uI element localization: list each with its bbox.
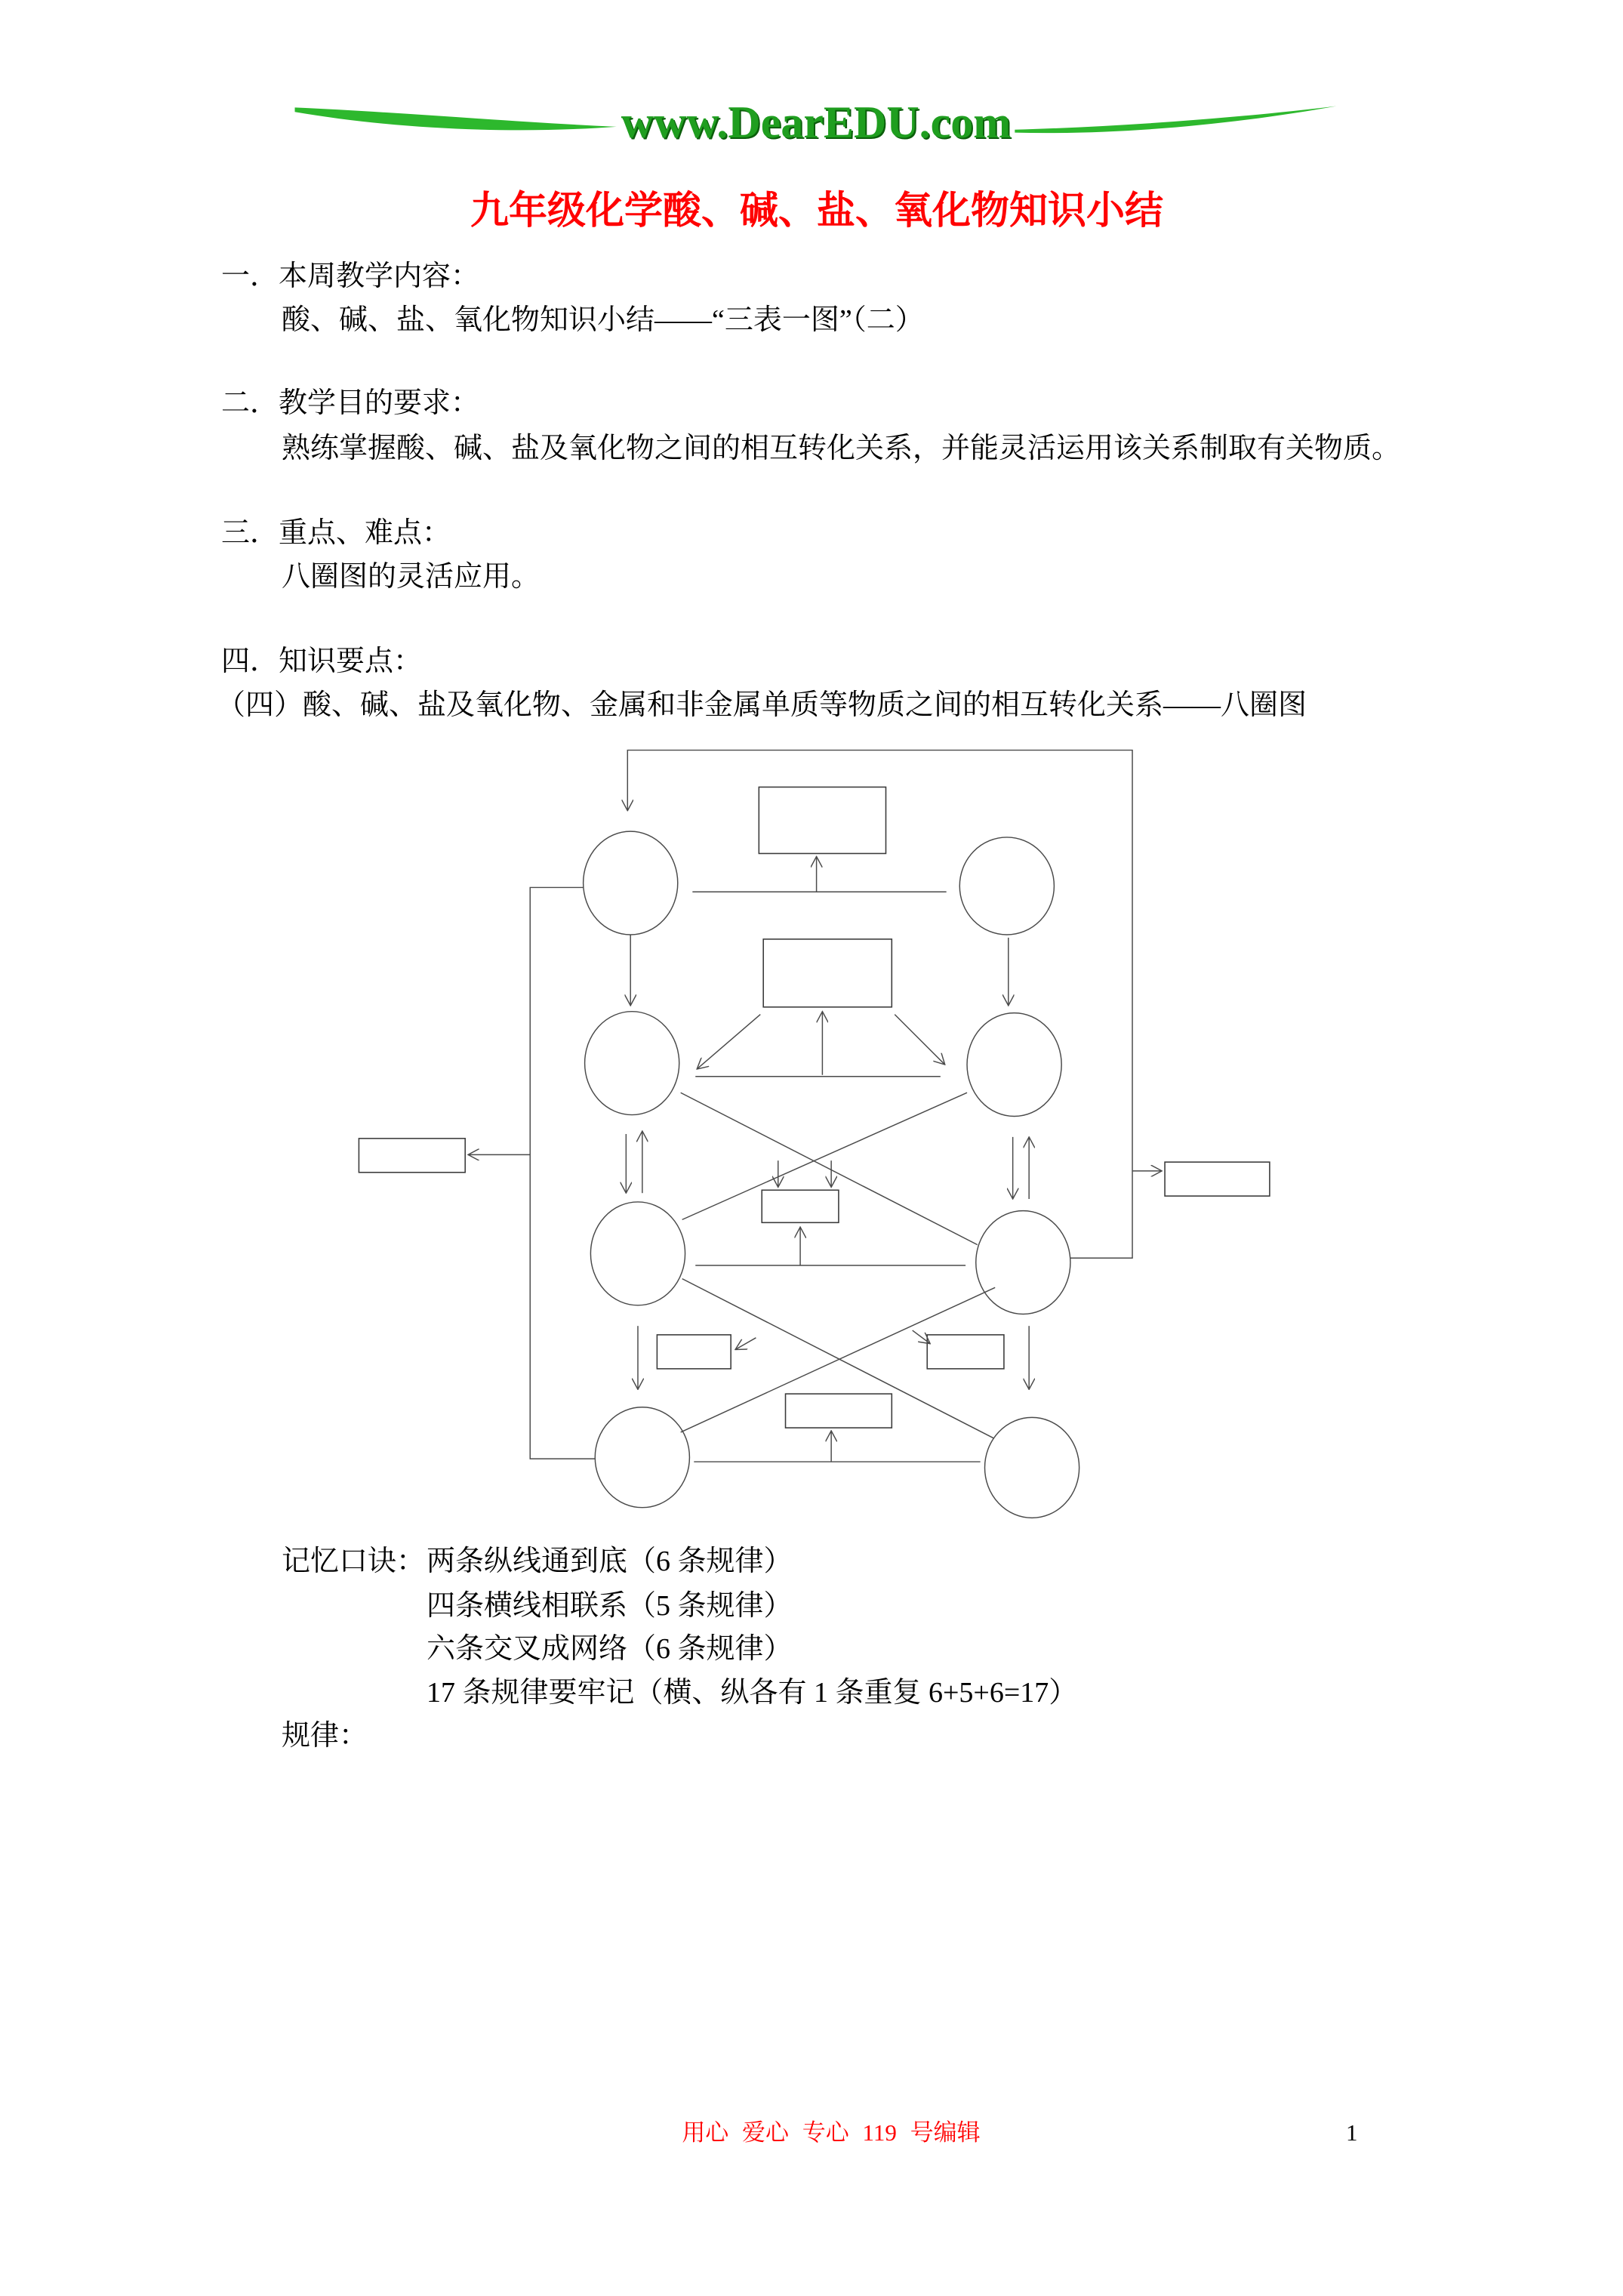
section-4-heading: 四．知识要点：: [221, 646, 423, 677]
circle-row4-right: [985, 1417, 1079, 1518]
mnemonic-line-2: 四条横线相联系（5 条规律）: [427, 1590, 793, 1622]
page-number: 1: [1346, 2119, 1358, 2146]
arrow-to-lower-left-box: [735, 1338, 756, 1350]
eight-circle-diagram: [340, 731, 1299, 1536]
site-logo-text: www.DearEDU.com: [621, 97, 1012, 147]
box-left: [359, 1139, 465, 1173]
mnemonic-line-4: 17 条规律要牢记（横、纵各有 1 条重复 6+5+6=17）: [427, 1677, 1078, 1709]
circle-row4-left: [595, 1407, 689, 1508]
box-center: [762, 1190, 839, 1222]
circle-row2-right: [967, 1013, 1061, 1117]
section-2-heading: 二．教学目的要求：: [221, 387, 480, 419]
section-3-body: 八圈图的灵活应用。: [282, 561, 540, 593]
arrow-middle-box-to-right: [895, 1015, 944, 1065]
section-1-body: 酸、碱、盐、氧化物知识小结——“三表一图”（二）: [282, 304, 924, 336]
box-bottom: [786, 1394, 892, 1428]
section-1-heading: 一．本周教学内容：: [221, 260, 480, 292]
rules-label: 规律：: [282, 1720, 368, 1752]
section-2-body: 熟练掌握酸、碱、盐及氧化物之间的相互转化关系，并能灵活运用该关系制取有关物质。: [282, 433, 1401, 464]
arrow-middle-box-to-left: [697, 1015, 760, 1069]
document-title: 九年级化学酸、碱、盐、氧化物知识小结: [470, 190, 1163, 233]
box-right: [1165, 1162, 1270, 1196]
box-lower-left: [657, 1335, 731, 1369]
circle-row3-right: [976, 1211, 1070, 1314]
outer-left-loop: [530, 887, 595, 1459]
mnemonic-line-3: 六条交叉成网络（6 条规律）: [427, 1633, 793, 1665]
footer-text: 用心 爱心 专心 119 号编辑: [682, 2119, 981, 2146]
box-middle: [763, 939, 892, 1007]
box-top: [759, 787, 885, 853]
circle-row1-right: [959, 837, 1054, 935]
mnemonic-label: 记忆口诀：: [282, 1546, 426, 1577]
box-lower-right: [927, 1335, 1004, 1369]
circle-row1-left: [584, 831, 678, 935]
left-swoosh: [295, 107, 617, 130]
mnemonic-line-1: 两条纵线通到底（6 条规律）: [427, 1546, 793, 1577]
section-4-subheading: （四）酸、碱、盐及氧化物、金属和非金属单质等物质之间的相互转化关系——八圈图: [217, 689, 1307, 721]
circle-row2-left: [585, 1012, 679, 1115]
circle-row3-left: [590, 1202, 685, 1305]
section-3-heading: 三．重点、难点：: [221, 517, 451, 549]
right-swoosh: [1015, 106, 1336, 133]
